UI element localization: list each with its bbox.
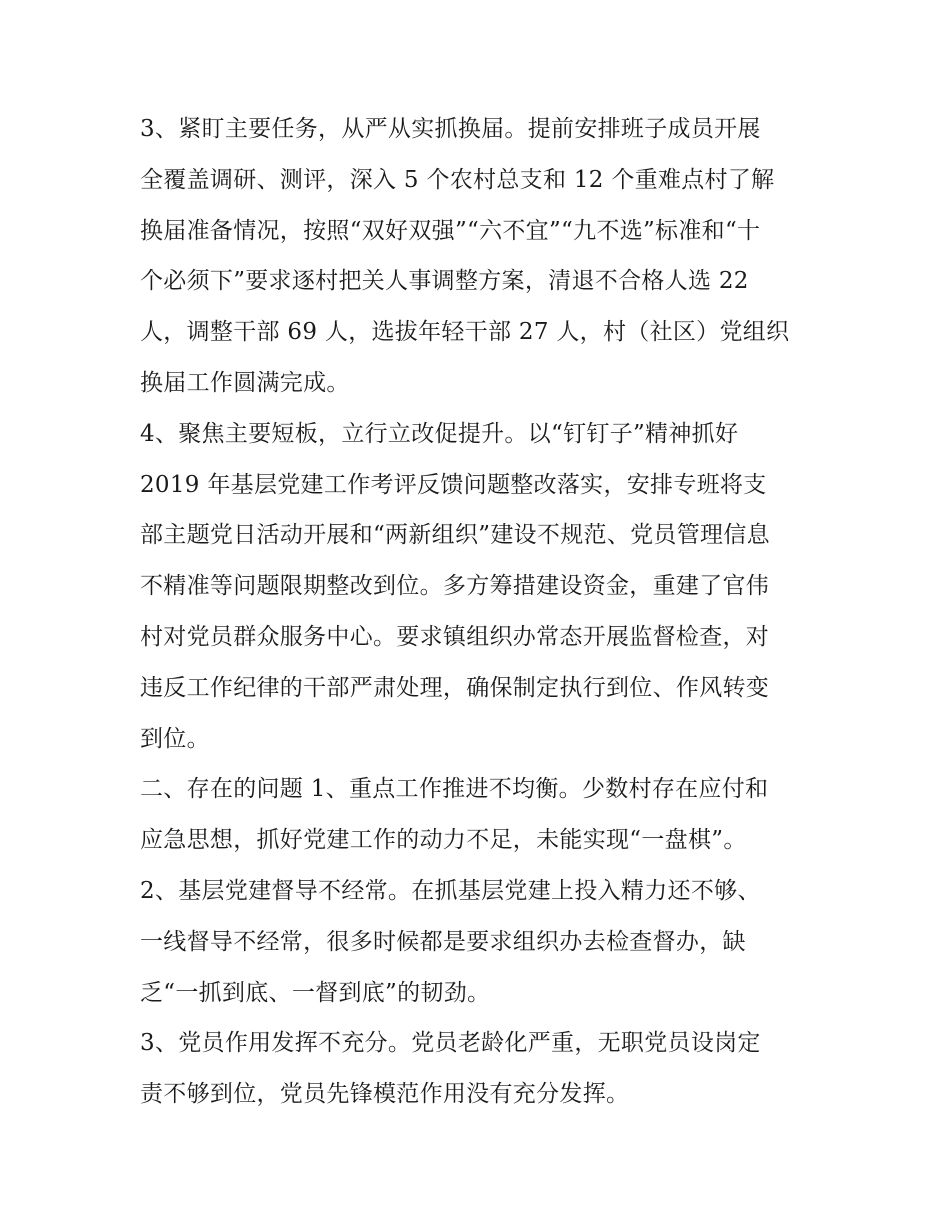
document-body (140, 104, 820, 1120)
text-line: 3、党员作用发挥不充分。党员老龄化严重，无职党员设岗定 (140, 1030, 761, 1057)
text-line: 部主题党日活动开展和“两新组织”建设不规范、党员管理信息 (140, 522, 770, 549)
text-line: 责不够到位，党员先锋模范作用没有充分发挥。 (140, 1081, 630, 1108)
text-line: 不精准等问题限期整改到位。多方筹措建设资金，重建了官伟 (140, 573, 770, 600)
text-line: 乏“一抓到底、一督到底”的韧劲。 (140, 979, 491, 1006)
text-line: 2、基层党建督导不经常。在抓基层党建上投入精力还不够、 (140, 877, 761, 904)
text-line: 村对党员群众服务中心。要求镇组织办常态开展监督检查，对 (140, 623, 770, 650)
text-line: 一线督导不经常，很多时候都是要求组织办去检查督办，缺 (140, 928, 746, 955)
text-line: 违反工作纪律的干部严肃处理，确保制定执行到位、作风转变 (140, 674, 770, 701)
text-line: 2019 年基层党建工作考评反馈问题整改落实，安排专班将支 (140, 471, 767, 498)
text-line: 人，调整干部 69 人，选拔年轻干部 27 人，村（社区）党组织 (140, 319, 790, 346)
text-line: 到位。 (140, 725, 210, 752)
text-line: 个必须下”要求逐村把关人事调整方案，清退不合格人选 22 (140, 268, 749, 295)
text-line: 全覆盖调研、测评，深入 5 个农村总支和 12 个重难点村了解 (140, 166, 775, 193)
text-line: 二、存在的问题 1、重点工作推进不均衡。少数村存在应付和 (140, 776, 769, 803)
text-line: 应急思想，抓好党建工作的动力不足，未能实现“一盘棋”。 (140, 827, 747, 854)
text-line: 换届准备情况，按照“双好双强”“六不宜”“九不选”标准和“十 (140, 217, 761, 244)
text-line: 4、聚焦主要短板，立行立改促提升。以“钉钉子”精神抓好 (140, 420, 739, 447)
text-line: 3、紧盯主要任务，从严从实抓换届。提前安排班子成员开展 (140, 116, 761, 142)
text-line: 换届工作圆满完成。 (140, 369, 350, 396)
